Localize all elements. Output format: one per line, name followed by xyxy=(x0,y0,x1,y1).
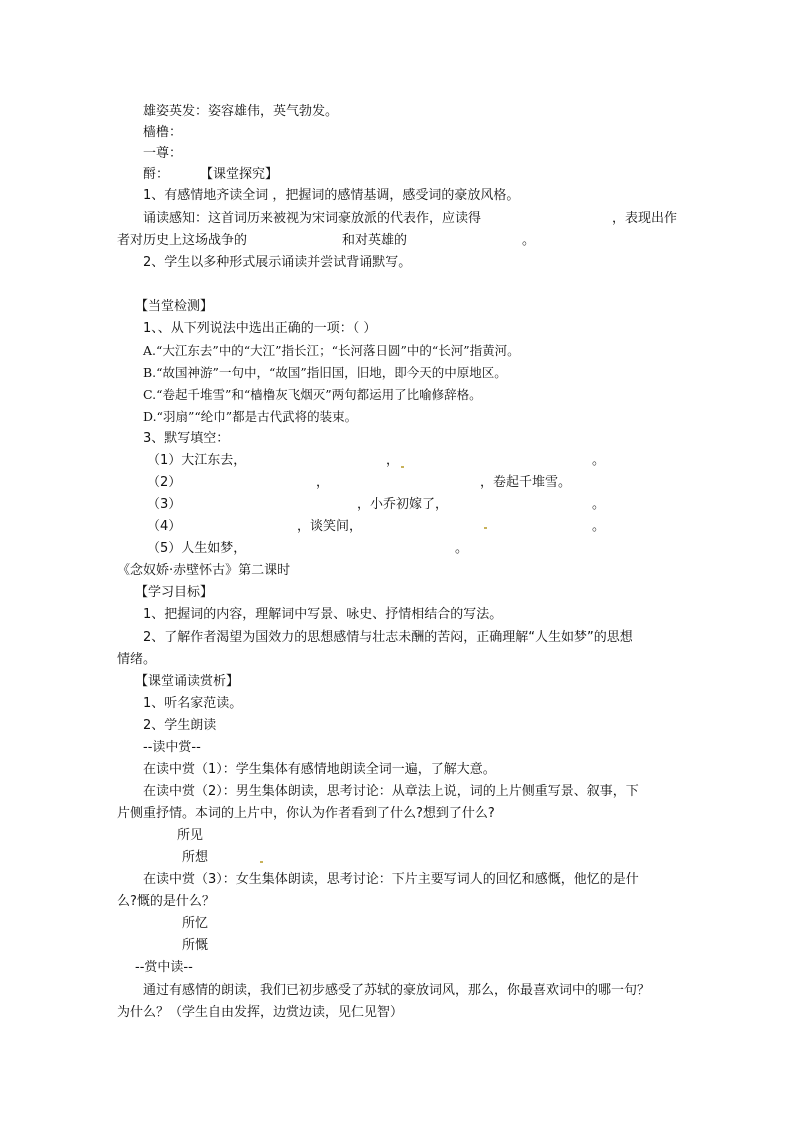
fill-1-end: 。 xyxy=(592,453,606,468)
option-d: D.“羽扇”“纶巾”都是古代武将的装束。 xyxy=(143,409,358,424)
option-b: B.“故国神游”一句中，“故国”指旧国，旧地，即今天的中原地区。 xyxy=(143,365,507,380)
fill-4-start: （4） xyxy=(147,519,182,534)
section-heading-songdu-shangxi: 【课堂诵读赏析】 xyxy=(135,674,240,689)
task-item-2: 2、学生以多种形式展示诵读并尝试背诵默写。 xyxy=(143,255,412,270)
step-1: 1、听名家范读。 xyxy=(143,696,243,711)
vocab-lei: 酹： xyxy=(143,167,170,182)
speck-mark xyxy=(484,527,487,529)
goal-1: 1、把握词的内容，理解词中写景、咏史、抒情相结合的写法。 xyxy=(143,607,503,622)
lesson-title: 《念奴娇·赤壁怀古》第二课时 xyxy=(117,563,291,578)
question-1: 1、、从下列说法中选出正确的一项：（ ） xyxy=(143,321,377,336)
fill-3-mid: ，小乔初嫁了， xyxy=(357,497,449,512)
fill-5-start: （5）人生如梦， xyxy=(147,541,247,556)
fill-2-mid: ， xyxy=(316,475,330,490)
closing-question-cont: 为什么？（学生自由发挥，边赏边读，见仁见智） xyxy=(117,1005,404,1020)
prompt-suojian: 所见 xyxy=(177,828,204,843)
prompt-suoxiang: 所想 xyxy=(182,850,209,865)
section-heading-ketang-tanjiu: 【课堂探究】 xyxy=(200,167,279,182)
question-3: 3、默写填空： xyxy=(143,431,230,446)
speck-mark xyxy=(401,466,404,468)
fill-3-start: （3） xyxy=(147,497,182,512)
step-2: 2、学生朗读 xyxy=(143,718,217,733)
prompt-suoyi: 所忆 xyxy=(182,916,209,931)
goal-2-cont: 情绪。 xyxy=(117,652,157,667)
activity-3-cont: 么?慨的是什么？ xyxy=(117,894,215,909)
activity-2: 在读中赏（2）：男生集体朗读，思考讨论：从章法上说，词的上片侧重写景、叙事，下 xyxy=(143,784,639,799)
prompt-suokai: 所慨 xyxy=(182,938,209,953)
vocab-qianglu: 樯橹： xyxy=(143,125,183,140)
fill-3-end: 。 xyxy=(592,497,606,512)
activity-3: 在读中赏（3）：女生集体朗读，思考讨论：下片主要写词人的回忆和感慨，他忆的是什 xyxy=(143,872,639,887)
reading-perception-tail: ，表现出作 xyxy=(612,211,678,226)
reading-perception-cont: 者对历史上这场战争的 xyxy=(117,233,248,248)
reading-perception-line: 诵读感知：这首词历来被视为宋词豪放派的代表作，应读得 xyxy=(143,211,482,226)
vocab-yizun: 一尊： xyxy=(143,146,183,161)
closing-question: 通过有感情的朗读，我们已初步感受了苏轼的豪放词风，那么，你最喜欢词中的哪一句？ xyxy=(143,983,651,998)
reading-perception-end: 。 xyxy=(522,233,536,248)
fill-5-end: 。 xyxy=(455,541,469,556)
fill-1-start: （1）大江东去， xyxy=(147,453,247,468)
goal-2: 2、了解作者渴望为国效力的思想感情与壮志未酬的苦闷，正确理解“人生如梦”的思想 xyxy=(143,630,633,645)
speck-mark xyxy=(260,861,263,863)
task-item-1: 1、有感情地齐读全词 ，把握词的感情基调，感受词的豪放风格。 xyxy=(143,188,520,203)
activity-2-cont: 片侧重抒情。本词的上片中，你认为作者看到了什么?想到了什么? xyxy=(117,806,495,821)
subheading-shang-zhong-du: --赏中读-- xyxy=(135,960,193,975)
reading-perception-mid: 和对英雄的 xyxy=(342,233,408,248)
option-c: C.“卷起千堆雪”和“樯橹灰飞烟灭”两句都运用了比喻修辞格。 xyxy=(143,387,482,402)
option-a: A.“大江东去”中的“大江”指长江；“长河落日圆”中的“长河”指黄河。 xyxy=(143,343,520,358)
vocab-xiongzi: 雄姿英发：姿容雄伟，英气勃发。 xyxy=(143,104,339,119)
fill-4-mid: ，谈笑间， xyxy=(297,519,363,534)
section-heading-dangtang-jiance: 【当堂检测】 xyxy=(135,299,214,314)
fill-1-mid: ， xyxy=(386,453,400,468)
section-heading-xuexi-mubiao: 【学习目标】 xyxy=(135,585,214,600)
fill-4-end: 。 xyxy=(592,519,606,534)
fill-2-start: （2） xyxy=(147,475,182,490)
fill-2-end: ，卷起千堆雪。 xyxy=(480,475,572,490)
activity-1: 在读中赏（1）：学生集体有感情地朗读全词一遍，了解大意。 xyxy=(143,762,496,777)
subheading-du-zhong-shang: --读中赏-- xyxy=(143,740,201,755)
